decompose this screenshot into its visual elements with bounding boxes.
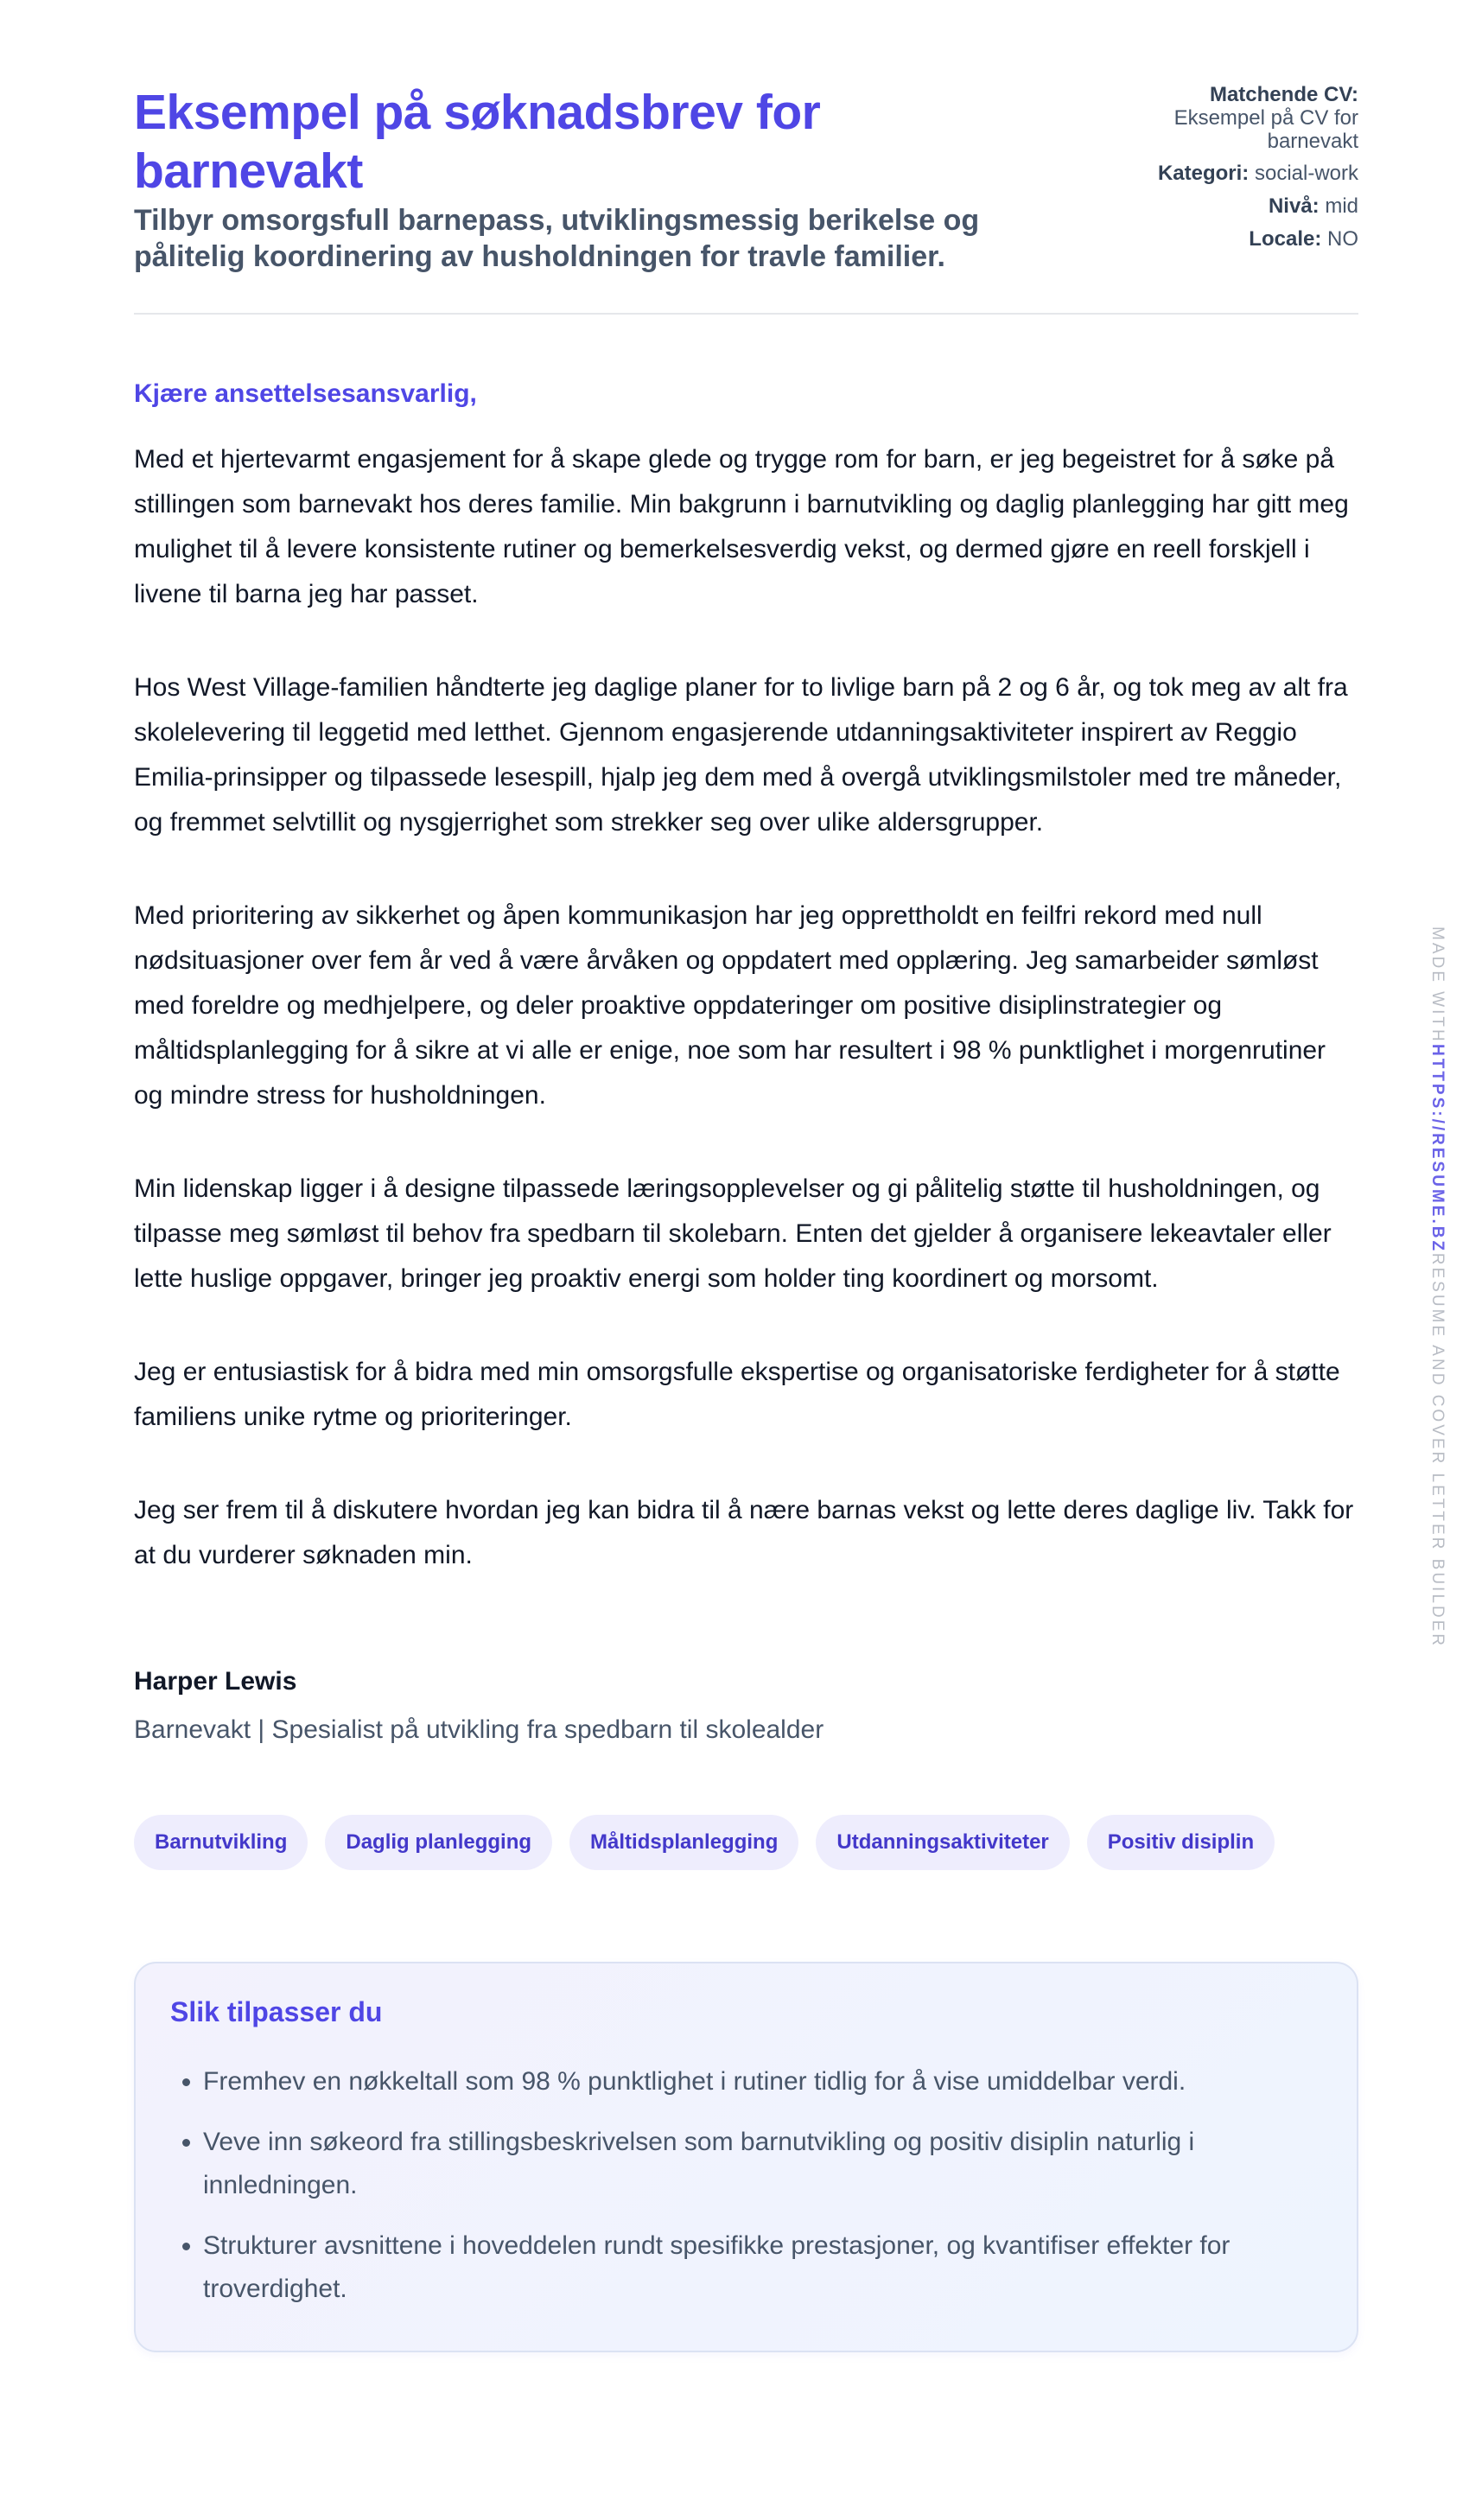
cover-letter-page — [134, 83, 1358, 2352]
signature — [134, 1664, 1358, 1747]
meta-locale — [1099, 227, 1358, 251]
tip-item: • Veve inn søkeord fra stillingsbeskrivelsen som barnutvikling og positiv disiplin naturlig i innledningen. — [203, 2121, 1322, 2207]
meta-matching-cv — [1099, 83, 1358, 153]
page-title: Eksempel på søknadsbrev for barnevakt — [134, 85, 821, 199]
letter-greeting: Kjære ansettelsesansvarlig, — [134, 379, 477, 408]
meta-category-value: social-work — [1254, 162, 1358, 185]
meta-matching-cv-label: Matchende CV: — [1209, 83, 1358, 106]
skill-tag: Måltidsplanlegging — [569, 1815, 798, 1870]
tips-title: Slik tilpasser du — [170, 1996, 383, 2027]
meta-level-value: mid — [1325, 194, 1358, 218]
meta-matching-cv-value[interactable]: Eksempel på CV for barnevakt — [1173, 106, 1358, 153]
meta-level — [1099, 194, 1358, 218]
meta-locale-label: Locale: — [1249, 227, 1322, 251]
signature-name: Harper Lewis — [134, 1667, 297, 1696]
skill-tags — [134, 1815, 1358, 1870]
meta-panel — [1099, 83, 1358, 260]
title-block — [134, 83, 1050, 275]
tip-item: • Fremhev en nøkkeltall som 98 % punktlighet i rutiner tidlig for å vise umiddelbar verdi. — [203, 2060, 1322, 2103]
letter-paragraph: Jeg er entusiastisk for å bidra med min omsorgsfulle ekspertise og organisatoriske ferdigheter for å støtte familiens unike rytme og prioriteringer. — [134, 1358, 1340, 1431]
letter-paragraph: Hos West Village-familien håndterte jeg daglige planer for to livlige barn på 2 og 6 år, og tok meg av alt fra skolelevering til leggetid med letthet. Gjennom engasjerende utdanningsaktiviteter inspirert av Reggio Emilia-prinsipper og tilpassede lesespill, hjalp jeg dem med å overgå utviklingsmilstoler med tre måneder, og fremmet selvtillit og nysgjerrighet som strekker seg over ulike aldersgrupper. — [134, 673, 1348, 837]
letter-paragraph: Min lidenskap ligger i å designe tilpassede læringsopplevelser og gi pålitelig støtte til husholdningen, og tilpasse meg sømløst til behov fra spedbarn til skolebarn. Enten det gjelder å organisere lekeavtaler eller lette huslige oppgaver, bringer jeg proaktiv energi som holder ting koordinert og morsomt. — [134, 1174, 1332, 1293]
skill-tag: Daglig planlegging — [325, 1815, 552, 1870]
meta-category — [1099, 162, 1358, 185]
tips-list — [170, 2060, 1322, 2311]
watermark-prefix: MADE WITH — [1428, 926, 1447, 1044]
letter-paragraph: Med prioritering av sikkerhet og åpen kommunikasjon har jeg opprettholdt en feilfri rekord med null nødsituasjoner over fem år ved å være årvåken og oppdatert med opplæring. Jeg samarbeider sømløst med foreldre og medhjelpere, og deler proaktive oppdateringer om positive disiplinstrategier og måltidsplanlegging for å sikre at vi alle er enige, noe som har resultert i 98 % punktlighet i morgenrutiner og mindre stress for husholdningen. — [134, 901, 1326, 1110]
page-subtitle: Tilbyr omsorgsfull barnepass, utviklingsmessig berikelse og pålitelig koordinering av husholdningen for travle familier. — [134, 204, 980, 273]
meta-category-label: Kategori: — [1157, 162, 1250, 185]
letter-paragraph: Jeg ser frem til å diskutere hvordan jeg kan bidra til å nære barnas vekst og lette deres daglige liv. Takk for at du vurderer søknaden min. — [134, 1496, 1354, 1569]
watermark — [1428, 926, 1447, 1648]
letter-paragraph: Med et hjertevarmt engasjement for å skape glede og trygge rom for barn, er jeg begeistret for å søke på stillingen som barnevakt hos deres familie. Min bakgrunn i barnutvikling og daglig planlegging har gitt meg mulighet til å levere konsistente rutiner og bemerkelsesverdig vekst, og dermed gjøre en reell forskjell i livene til barna jeg har passet. — [134, 445, 1349, 608]
tip-item: • Strukturer avsnittene i hoveddelen rundt spesifikke prestasjoner, og kvantifiser effekter for troverdighet. — [203, 2224, 1322, 2311]
tips-box — [134, 1962, 1358, 2352]
letter-body — [134, 437, 1358, 1578]
meta-locale-value: NO — [1327, 227, 1358, 251]
watermark-brand-link[interactable]: HTTPS://RESUME.BZ — [1428, 1043, 1447, 1253]
page-header — [134, 83, 1358, 315]
skill-tag: Positiv disiplin — [1087, 1815, 1275, 1870]
signature-title: Barnevakt | Spesialist på utvikling fra spedbarn til skolealder — [134, 1715, 824, 1744]
meta-level-label: Nivå: — [1268, 194, 1320, 218]
skill-tag: Barnutvikling — [134, 1815, 308, 1870]
watermark-suffix: RESUME AND COVER LETTER BUILDER — [1428, 1252, 1447, 1649]
skill-tag: Utdanningsaktiviteter — [816, 1815, 1069, 1870]
